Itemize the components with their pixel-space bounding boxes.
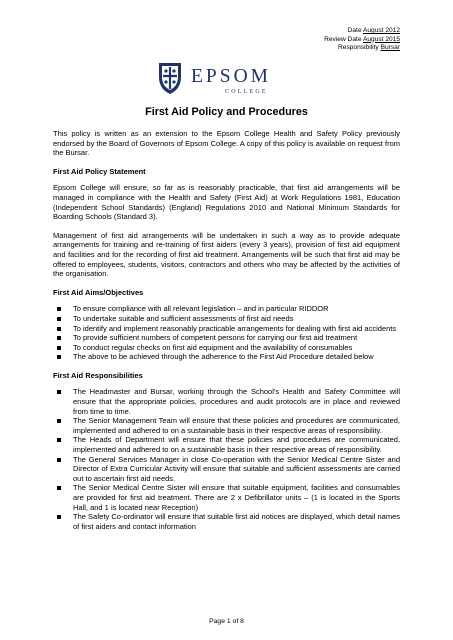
aims-list (53, 304, 400, 362)
review-date-line: Review Date August 2015 (324, 35, 400, 43)
list-item: To conduct regular checks on first aid equipment and the availability of consumables (53, 343, 400, 353)
responsibility-value: Bursar (380, 44, 400, 52)
document-body (53, 129, 400, 540)
list-item: The Senior Management Team will ensure that these policies and procedures are communicated, implemented and adhered to on a sustainable basis in their respective areas of responsibility. (53, 416, 400, 435)
intro-paragraph: This policy is written as an extension to the Epsom College Health and Safety Policy previously endorsed by the Board of Governors of Epsom College. A copy of this policy is available on request from the Bursar. (53, 129, 400, 158)
responsibility-line: Responsibility Bursar (338, 44, 400, 52)
list-item: The Senior Medical Centre Sister will ensure that suitable equipment, facilities and consumables are provided for first aid treatment. There are 2 x Defibrillator units – (1 is located in the Sports Hall, and 1 is located near Reception) (53, 483, 400, 512)
list-item: To provide sufficient numbers of competent persons for carrying our first aid treatment (53, 333, 400, 343)
policy-statement-heading: First Aid Policy Statement (53, 166, 146, 176)
list-item: The Headmaster and Bursar, working through the School’s Health and Safety Committee will ensure that the appropriate policies, procedures and audit protocols are in place and reviewed from time to time. (53, 387, 400, 416)
policy-statement-paragraph-1: Epsom College will ensure, so far as is reasonably practicable, that first aid arrangements will be managed in compliance with the Health and Safety (First Aid) at Work Regulations 1981, Education (Independent School Standards) (England) Regulations 2010 and National Minimum Standards for Boarding Schools (Standard 3). (53, 183, 400, 222)
page-footer: Page 1 of 8 (209, 618, 244, 625)
logo-wordmark: EPSOM (191, 66, 272, 87)
page-title: First Aid Policy and Procedures (145, 106, 308, 118)
list-item: To undertake suitable and sufficient assessments of first aid needs (53, 314, 400, 324)
date-line: Date August 2012 (347, 27, 400, 34)
logo-subtitle: COLLEGE (225, 89, 268, 95)
document-meta (324, 27, 400, 53)
list-item: The Heads of Department will ensure that these policies and procedures are communicated, implemented and adhered to on a sustainable basis in their respective areas of responsibility. (53, 435, 400, 454)
list-item: The above to be achieved through the adherence to the First Aid Procedure detailed below (53, 352, 400, 362)
responsibilities-heading: First Aid Responsibilities (53, 370, 143, 380)
review-date-value: August 2015 (362, 35, 400, 43)
epsom-college-logo (155, 60, 300, 96)
crest-icon (159, 63, 181, 94)
responsibilities-list (53, 387, 400, 531)
list-item: The Safety Co-ordinator will ensure that suitable first aid notices are displayed, which detail names of first aiders and contact information (53, 512, 400, 531)
list-item: The General Services Manager in close Co-operation with the Senior Medical Centre Sister and Director of Extra Curricular Activity will ensure that suitable and sufficient assessments are carried out to ascertain first aid needs. (53, 455, 400, 484)
list-item: To ensure compliance with all relevant legislation – and in particular RIDDOR (53, 304, 400, 314)
list-item: To identify and implement reasonably practicable arrangements for dealing with first aid accidents (53, 324, 400, 334)
aims-heading: First Aid Aims/Objectives (53, 287, 144, 297)
date-value: August 2012 (362, 27, 400, 34)
policy-statement-paragraph-2: Management of first aid arrangements will be undertaken in such a way as to provide adequate arrangements for training and re-training of first aiders (every 3 years), provision of first aid equipment and facilities and for the recording of first aid treatment. Arrangements will be such that first aid may be offered to employees, students, visitors, contractors and others who may be affected by the activities of the organisation. (53, 230, 400, 279)
